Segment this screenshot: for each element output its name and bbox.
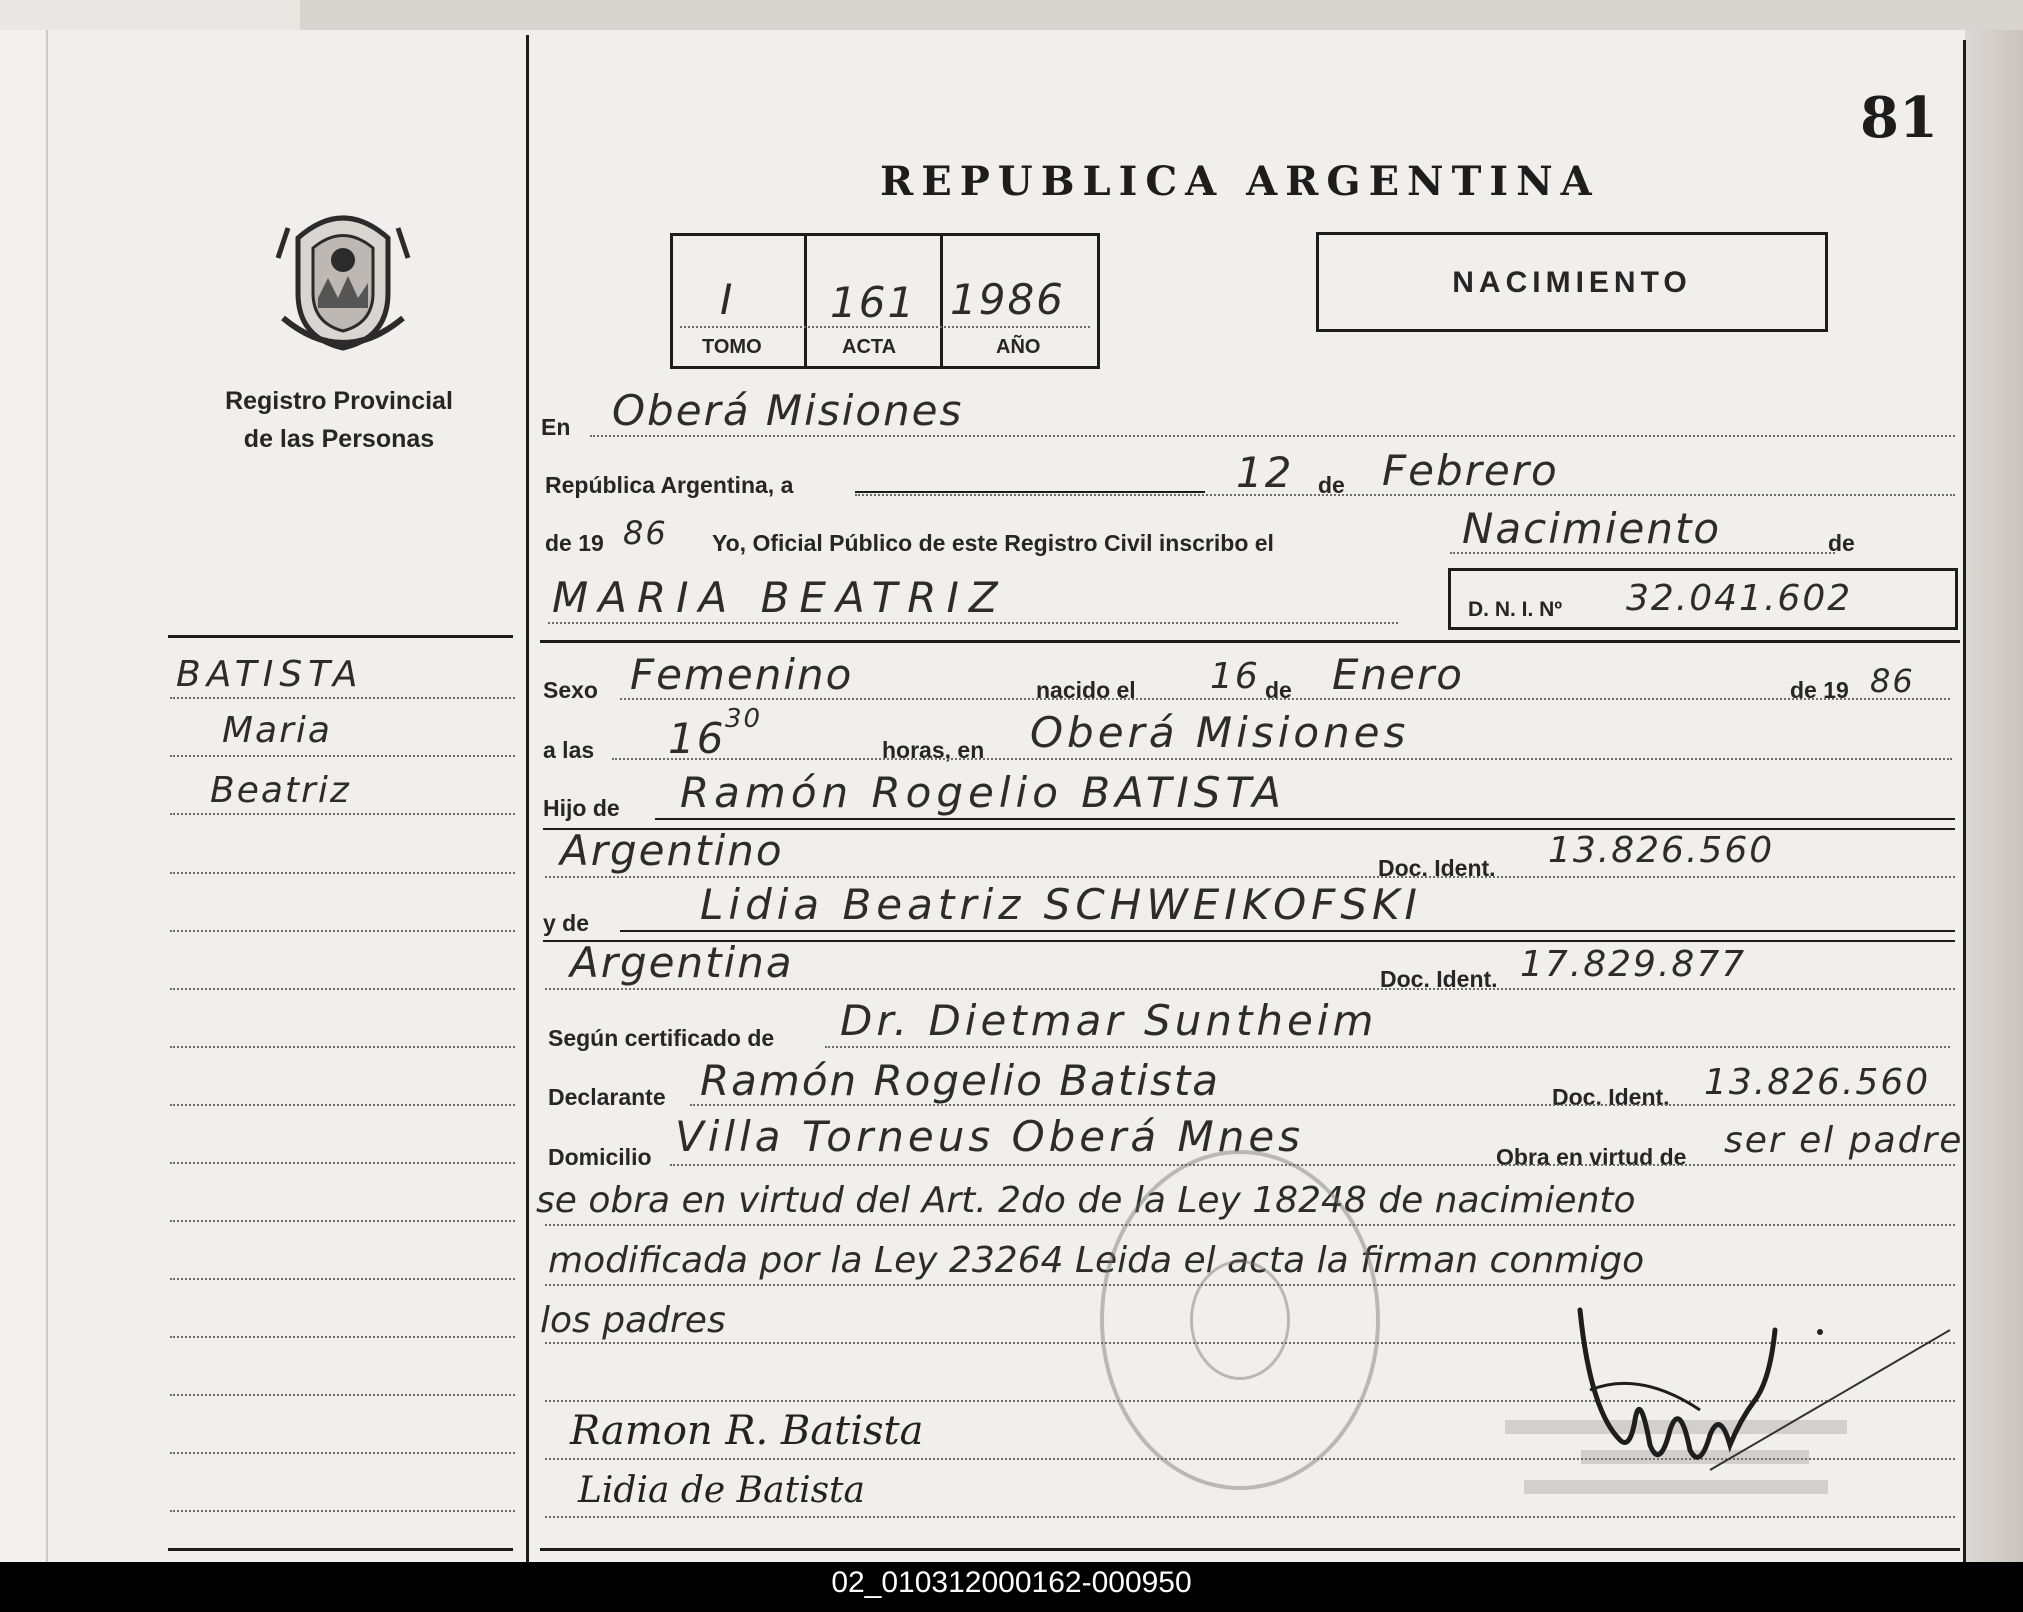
alas-label: a las <box>543 737 595 763</box>
margin-rule <box>170 1452 515 1454</box>
left-column-rule <box>168 635 513 638</box>
horas-label: horas, en <box>882 737 985 763</box>
republica-label: República Argentina, a <box>545 472 794 498</box>
acta-value: 161 <box>830 278 917 327</box>
minutes-value: 30 <box>725 704 763 734</box>
officer-signature-icon <box>1560 1270 1960 1510</box>
hijo-label: Hijo de <box>543 795 620 821</box>
tomo-label: TOMO <box>702 336 762 358</box>
father-doc: 13.826.560 <box>1548 830 1775 871</box>
father-doc-label: Doc. Ident. <box>1378 855 1496 881</box>
footer-id: 02_010312000162-000950 <box>831 1566 1192 1599</box>
rule-father-doc <box>545 876 1955 878</box>
tomo-value: I <box>720 275 735 324</box>
note-line1: se obra en virtud del Art. 2do de la Ley 18248 de nacimiento <box>536 1180 1636 1221</box>
year-suffix: 86 <box>623 514 668 552</box>
birth-day: 16 <box>1210 656 1260 697</box>
obra-value: ser el padre <box>1724 1120 1964 1161</box>
margin-rule <box>170 1162 515 1164</box>
declarante-doc-label: Doc. Ident. <box>1552 1084 1670 1110</box>
yo-text: Yo, Oficial Público de este Registro Civil inscribo el <box>712 530 1274 556</box>
rule-mother-doc <box>545 988 1955 990</box>
month-value: Febrero <box>1382 446 1559 495</box>
person-name: MARIA BEATRIZ <box>552 573 1008 622</box>
nacido-label: nacido el <box>1036 677 1136 703</box>
sexo-label: Sexo <box>543 677 598 703</box>
bottom-rule <box>540 1548 1960 1551</box>
rule-yde <box>620 930 1955 932</box>
rule-hijo <box>655 818 1955 820</box>
father-name: Ramón Rogelio BATISTA <box>680 768 1286 817</box>
margin-rule <box>170 1336 515 1338</box>
margin-rule <box>170 1046 515 1048</box>
obra-label: Obra en virtud de <box>1496 1144 1687 1170</box>
father-nationality: Argentino <box>560 826 784 875</box>
misiones-seal-logo <box>268 198 418 358</box>
mother-doc: 17.829.877 <box>1520 944 1747 985</box>
de-label3: de <box>1265 677 1292 703</box>
declarante-label: Declarante <box>548 1084 666 1110</box>
yde-label: y de <box>543 910 590 936</box>
page-number: 81 <box>1860 85 1938 151</box>
certifier: Dr. Dietmar Suntheim <box>840 996 1378 1045</box>
birth-year-suffix: 86 <box>1870 662 1915 700</box>
acta-label: ACTA <box>842 336 897 358</box>
margin-rule <box>170 1278 515 1280</box>
domicilio-label: Domicilio <box>548 1144 652 1170</box>
margin-rule <box>170 1104 515 1106</box>
domicilio-value: Villa Torneus Oberá Mnes <box>675 1112 1305 1161</box>
anio-label: AÑO <box>996 336 1041 358</box>
birth-month: Enero <box>1332 650 1464 699</box>
rule-en <box>590 435 1955 437</box>
document-title: REPUBLICA ARGENTINA <box>880 158 1600 205</box>
margin-rule <box>170 1394 515 1396</box>
rule-act-kind <box>1450 552 1835 554</box>
signature-father: Ramon R. Batista <box>570 1408 924 1454</box>
margin-rule <box>170 755 515 757</box>
note-line2: modificada por la Ley 23264 Leida el acta la firman conmigo <box>548 1240 1645 1281</box>
margin-rule <box>170 813 515 815</box>
record-box-divider <box>804 233 807 369</box>
birth-place: Oberá Misiones <box>1030 708 1410 757</box>
mother-name: Lidia Beatriz SCHWEIKOFSKI <box>700 880 1422 929</box>
left-column-divider <box>526 35 529 1562</box>
signature-mother: Lidia de Batista <box>578 1470 865 1511</box>
left-column-bottom-rule <box>168 1548 513 1551</box>
rule-alas <box>612 758 1952 760</box>
dni-label: D. N. I. Nº <box>1468 598 1563 621</box>
segun-label: Según certificado de <box>548 1025 775 1051</box>
official-stamp-inner <box>1190 1260 1290 1380</box>
page-right-edge <box>1965 30 2023 1562</box>
margin-surname: BATISTA <box>176 654 364 695</box>
dni-value: 32.041.602 <box>1626 578 1853 619</box>
hour-value: 16 <box>668 714 726 763</box>
de-label2: de <box>1828 530 1855 556</box>
record-type: NACIMIENTO <box>1452 266 1692 299</box>
de19-label: de 19 <box>1790 677 1849 703</box>
act-kind: Nacimiento <box>1462 504 1722 553</box>
record-box-rule <box>680 326 1090 328</box>
margin-rule <box>170 930 515 932</box>
rule-segun <box>825 1046 1950 1048</box>
en-label: En <box>541 414 571 440</box>
year-prefix: de 19 <box>545 530 604 556</box>
declarante-doc: 13.826.560 <box>1704 1062 1931 1103</box>
right-frame-line <box>1963 40 1966 1562</box>
rule-sexo <box>620 698 1950 700</box>
rule-domicilio <box>670 1164 1955 1166</box>
note-line3: los padres <box>540 1300 726 1341</box>
mother-nationality: Argentina <box>570 938 794 987</box>
rule-declarante <box>690 1104 1955 1106</box>
margin-rule <box>170 697 515 699</box>
margin-rule <box>170 1220 515 1222</box>
mother-doc-label: Doc. Ident. <box>1380 966 1498 992</box>
section-rule <box>540 640 1960 643</box>
record-box-divider <box>940 233 943 369</box>
place-value: Oberá Misiones <box>612 386 964 435</box>
margin-rule <box>170 872 515 874</box>
margin-given2: Beatriz <box>210 770 351 811</box>
de-label: de <box>1318 472 1345 498</box>
day-value: 12 <box>1236 448 1294 497</box>
blank-fill <box>855 491 1205 493</box>
page-top-edge <box>300 0 2023 30</box>
seal-icon <box>268 198 418 358</box>
sexo-value: Femenino <box>630 650 854 699</box>
registry-name-line1: Registro Provincial <box>225 387 453 415</box>
declarante-name: Ramón Rogelio Batista <box>700 1056 1221 1105</box>
anio-value: 1986 <box>950 275 1065 324</box>
registry-name-line2: de las Personas <box>243 425 435 453</box>
margin-rule <box>170 1510 515 1512</box>
margin-given1: Maria <box>222 710 332 751</box>
page-left-edge <box>0 30 48 1562</box>
rule-person-name <box>548 622 1398 624</box>
margin-rule <box>170 988 515 990</box>
rule-republica <box>855 494 1955 496</box>
